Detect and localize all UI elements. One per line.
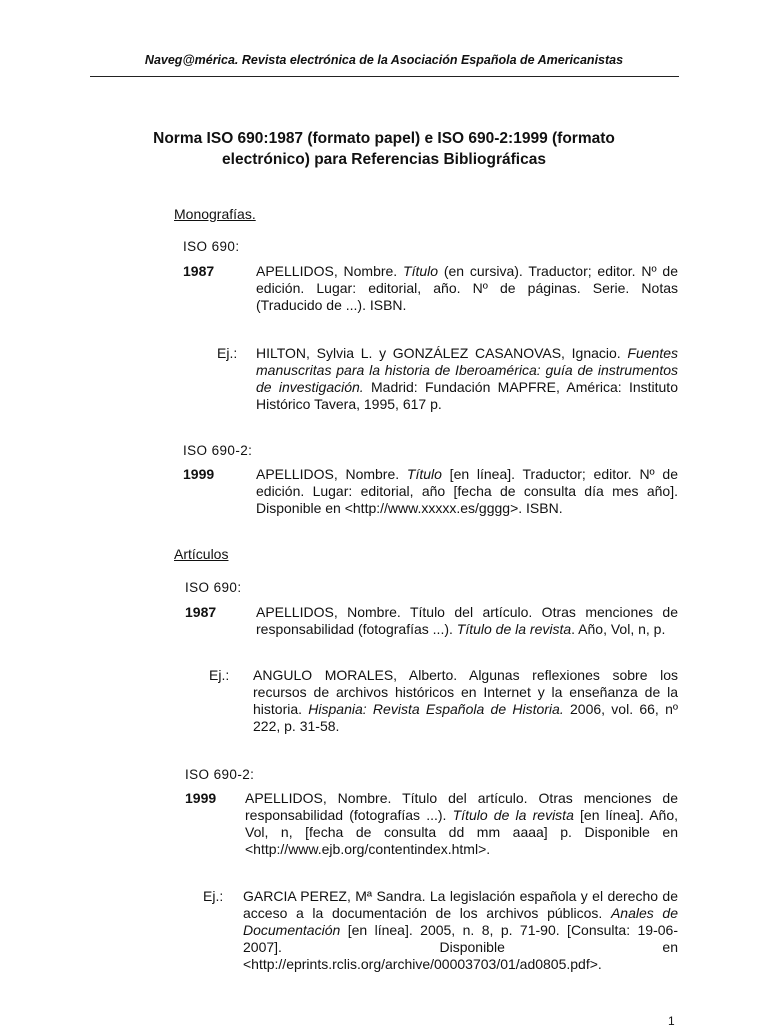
reference-text: GARCIA PEREZ, Mª Sandra. La legislación española y el derecho de acceso a la documentación de los archivos públicos.	[243, 888, 678, 921]
reference-text: 2006, vol. 66, nº 222, p. 31-58.	[253, 701, 678, 734]
reference-text: HILTON, Sylvia L. y GONZÁLEZ CASANOVAS, Ignacio.	[256, 345, 628, 361]
example-label: Ej.:	[203, 888, 224, 904]
italic-title-text: Hispania: Revista Española de Historia.	[308, 701, 564, 717]
section-heading-monografias: Monografías.	[174, 206, 256, 222]
reference-text: [en línea]. 2005, n. 8, p. 71-90. [Consulta: 19-06-2007]. Disponible en <http://eprints.rclis.org/archive/00003703/01/ad0805.pdf>.	[243, 922, 678, 972]
reference-format-entry	[256, 466, 678, 517]
reference-text: APELLIDOS, Nombre.	[256, 466, 407, 482]
example-entry	[243, 888, 678, 973]
reference-text: APELLIDOS, Nombre.	[256, 263, 404, 279]
iso-690-label: ISO 690:	[183, 239, 240, 254]
year-1999: 1999	[185, 790, 217, 806]
reference-text: APELLIDOS, Nombre. Título del artículo. Otras menciones de responsabilidad (fotografías ...).	[256, 604, 678, 637]
italic-title-text: Título de la revista	[452, 807, 574, 823]
reference-text: APELLIDOS, Nombre. Título del artículo. Otras menciones de responsabilidad (fotografías ...).	[245, 790, 678, 823]
reference-text: . Año, Vol, n, p.	[571, 621, 666, 637]
year-1999: 1999	[183, 466, 215, 482]
page-number: 1	[668, 1014, 675, 1028]
example-entry	[253, 667, 678, 735]
italic-title-text: Anales de Documentación	[243, 905, 678, 938]
reference-text: (en cursiva). Traductor; editor. Nº de edición. Lugar: editorial, año. Nº de páginas. Serie. Notas (Traducido de ...). ISBN.	[256, 263, 678, 313]
reference-format-entry	[256, 604, 678, 638]
year-1987: 1987	[185, 604, 217, 620]
example-entry	[256, 345, 678, 413]
reference-format-entry	[256, 263, 678, 314]
italic-title-text: Título	[406, 466, 442, 482]
reference-text: [en línea]. Año, Vol, n, [fecha de consulta dd mm aaaa] p. Disponible en <http://www.ejb.org/contentindex.html>.	[245, 807, 678, 857]
italic-title-text: Fuentes manuscritas para la historia de Iberoamérica: guía de instrumentos de investigación.	[256, 345, 678, 395]
journal-header: Naveg@mérica. Revista electrónica de la Asociación Española de Americanistas	[144, 53, 624, 67]
example-label: Ej.:	[209, 667, 230, 683]
example-label: Ej.:	[217, 345, 238, 361]
iso-690-2-label: ISO 690-2:	[183, 443, 253, 458]
reference-text: Madrid: Fundación MAPFRE, América: Instituto Histórico Tavera, 1995, 617 p.	[256, 379, 678, 412]
year-1987: 1987	[183, 263, 215, 279]
reference-format-entry	[245, 790, 678, 858]
document-title: Norma ISO 690:1987 (formato papel) e ISO 690-2:1999 (formato electrónico) para Referencias Bibliográficas	[153, 130, 615, 168]
header-divider	[90, 76, 679, 77]
italic-title-text: Título	[403, 263, 439, 279]
reference-text: [en línea]. Traductor; editor. Nº de edición. Lugar: editorial, año [fecha de consulta día mes año]. Disponible en <http://www.xxxxx.es/gggg>. ISBN.	[256, 466, 678, 516]
iso-690-label: ISO 690:	[185, 580, 242, 595]
reference-text: ANGULO MORALES, Alberto. Algunas reflexiones sobre los recursos de archivos históricos en Internet y la enseñanza de la historia.	[253, 667, 678, 717]
italic-title-text: Título de la revista	[456, 621, 572, 637]
section-heading-articulos: Artículos	[174, 546, 229, 562]
iso-690-2-label: ISO 690-2:	[185, 767, 255, 782]
